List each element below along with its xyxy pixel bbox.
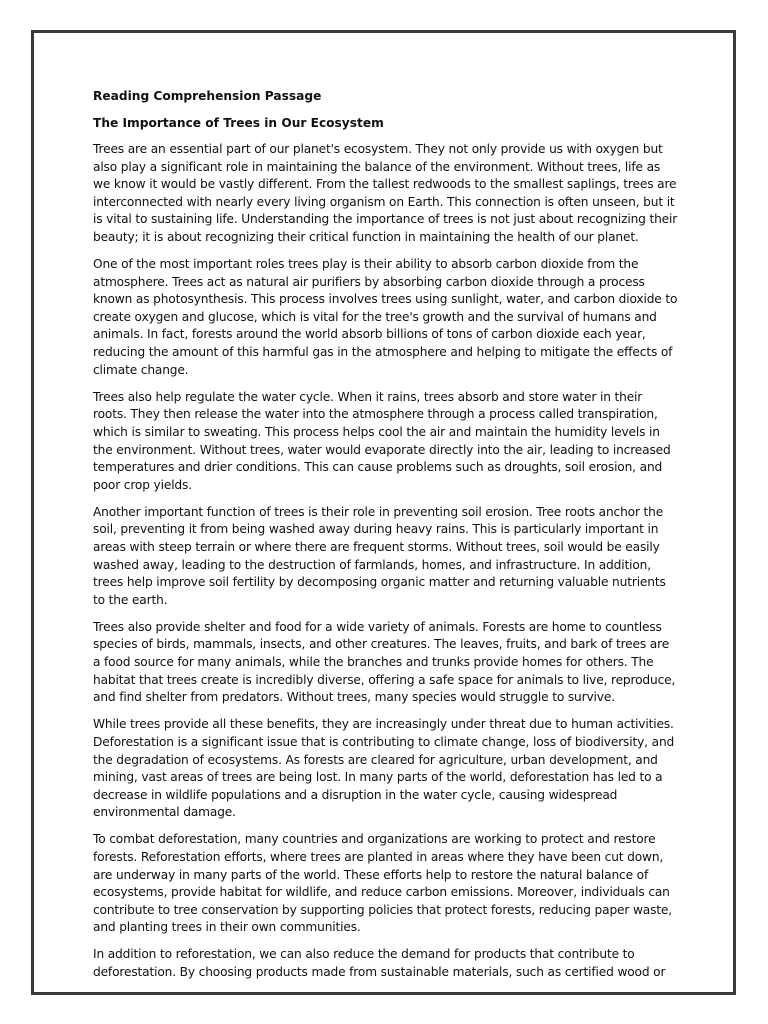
paragraph-7: To combat deforestation, many countries and organizations are working to protect and restore forests. Reforestation efforts, where trees are planted in areas where they have been cut down, are underway in many parts of the world. These efforts help to restore the natural balance of ecosystems, provide habitat for wildlife, and reduce carbon emissions. Moreover, individuals can contribute to tree conservation by supporting policies that protect forests, reducing paper waste, and planting trees in their own communities. — [93, 832, 673, 935]
paragraph-1: Trees are an essential part of our planet's ecosystem. They not only provide us with oxygen but also play a significant role in maintaining the balance of the environment. Without trees, life as we know it would be vastly different. From the tallest redwoods to the smallest saplings, trees are interconnected with nearly every living organism on Earth. This connection is often unseen, but it is vital to sustaining life. Understanding the importance of trees is not just about recognizing their beauty; it is about recognizing their critical function in maintaining the health of our planet. — [93, 142, 678, 244]
document-body — [93, 88, 678, 991]
document-page — [31, 30, 736, 995]
paragraph-3: Trees also help regulate the water cycle. When it rains, trees absorb and store water in their roots. They then release the water into the atmosphere through a process called transpiration, which is similar to sweating. This process helps cool the air and maintain the humidity levels in the environment. Without trees, water would evaporate directly into the air, leading to increased temperatures and drier conditions. This can cause problems such as droughts, soil erosion, and poor crop yields. — [93, 389, 671, 492]
passage-heading: Reading Comprehension Passage — [93, 89, 322, 103]
paragraph-4: Another important function of trees is their role in preventing soil erosion. Tree roots anchor the soil, preventing it from being washed away during heavy rains. This is particularly important in areas with steep terrain or where there are frequent storms. Without trees, soil would be easily washed away, leading to the destruction of farmlands, homes, and infrastructure. In addition, trees help improve soil fertility by decomposing organic matter and returning valuable nutrients to the earth. — [93, 504, 666, 607]
paragraph-8: In addition to reforestation, we can also reduce the demand for products that contribute to deforestation. By choosing products made from sustainable materials, such as certified wood or — [93, 947, 666, 980]
paragraph-6: While trees provide all these benefits, they are increasingly under threat due to human activities. Deforestation is a significant issue that is contributing to climate change, loss of biodiversity, and the degradation of ecosystems. As forests are cleared for agriculture, urban development, and mining, vast areas of trees are being lost. In many parts of the world, deforestation has led to a decrease in wildlife populations and a disruption in the water cycle, causing widespread environmental damage. — [93, 717, 675, 820]
passage-title: The Importance of Trees in Our Ecosystem — [93, 115, 384, 130]
paragraph-5: Trees also provide shelter and food for a wide variety of animals. Forests are home to countless species of birds, mammals, insects, and other creatures. The leaves, fruits, and bark of trees are a food source for many animals, while the branches and trunks provide homes for others. The habitat that trees create is incredibly diverse, offering a safe space for animals to live, reproduce, and find shelter from predators. Without trees, many species would struggle to survive. — [93, 619, 676, 705]
paragraph-2: One of the most important roles trees play is their ability to absorb carbon dioxide from the atmosphere. Trees act as natural air purifiers by absorbing carbon dioxide through a process known as photosynthesis. This process involves trees using sunlight, water, and carbon dioxide to create oxygen and glucose, which is vital for the tree's growth and the survival of humans and animals. In fact, forests around the world absorb billions of tons of carbon dioxide each year, reducing the amount of this harmful gas in the atmosphere and helping to mitigate the effects of climate change. — [93, 257, 678, 377]
